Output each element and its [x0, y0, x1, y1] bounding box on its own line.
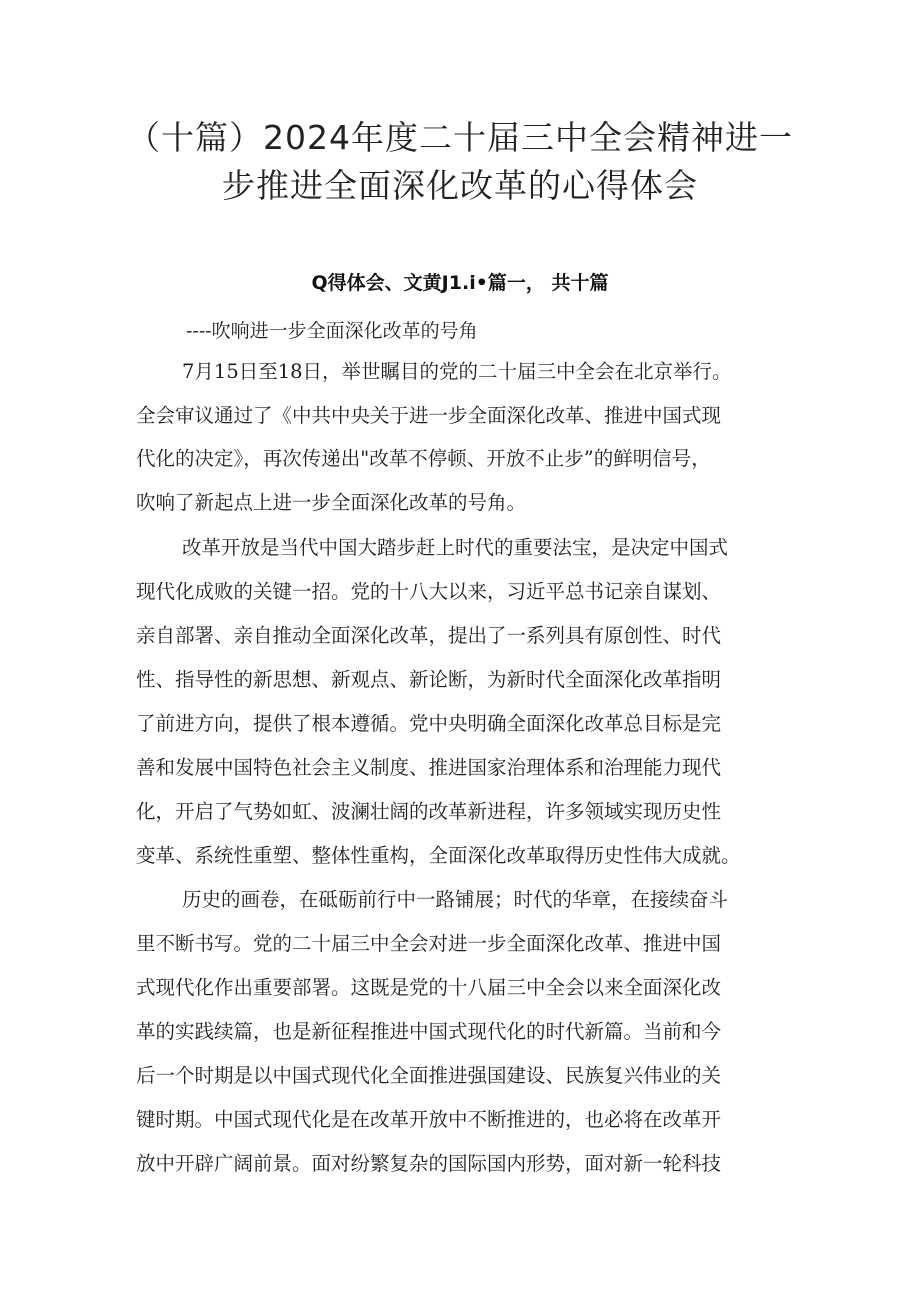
document-subtitle: Q得体会、文黄J1.i•篇一， 共十篇	[311, 272, 609, 294]
body-text-line: 变革、系统性重塑、整体性重构，全面深化改革取得历史性伟大成就。	[136, 844, 741, 867]
body-text-line: 善和发展中国特色社会主义制度、推进国家治理体系和治理能力现代	[136, 756, 722, 779]
body-text-line: 全会审议通过了《中共中央关于进一步全面深化改革、推进中国式现	[136, 404, 722, 427]
body-text-line: 键时期。中国式现代化是在改革开放中不断推进的，也必将在改革开	[136, 1108, 722, 1131]
document-title-line-2: 步推进全面深化改革的心得体会	[222, 166, 698, 205]
document-title-line-1: （十篇）2024年度二十届三中全会精神进一	[127, 118, 793, 157]
body-text-line: 代化的决定》，再次传递出"改革不停顿、开放不止步”的鲜明信号，	[136, 447, 711, 470]
document-slogan: ----吹响进一步全面深化改革的号角	[186, 320, 478, 342]
body-text-line: 历史的画卷，在砥砺前行中一路铺展；时代的华章，在接续奋斗	[182, 888, 729, 911]
body-text-line: 7月15日至18日，举世瞩目的党的二十届三中全会在北京举行。	[182, 360, 732, 383]
body-text-line: 吹响了新起点上进一步全面深化改革的号角。	[136, 491, 527, 514]
body-text-line: 后一个时期是以中国式现代化全面推进强国建设、民族复兴伟业的关	[136, 1064, 722, 1087]
body-text-line: 了前进方向，提供了根本遵循。党中央明确全面深化改革总目标是完	[136, 712, 722, 735]
body-text-line: 放中开辟广阔前景。面对纷繁复杂的国际国内形势，面对新一轮科技	[136, 1152, 722, 1175]
body-text-line: 革的实践续篇，也是新征程推进中国式现代化的时代新篇。当前和今	[136, 1020, 722, 1043]
body-text-line: 现代化成败的关键一招。党的十八大以来，习近平总书记亲自谋划、	[136, 580, 722, 603]
body-text-line: 化，开启了气势如虹、波澜壮阔的改革新进程，许多领域实现历史性	[136, 800, 722, 823]
body-text-line: 改革开放是当代中国大踏步赶上时代的重要法宝，是决定中国式	[182, 536, 729, 559]
body-text-line: 式现代化作出重要部署。这既是党的十八届三中全会以来全面深化改	[136, 976, 722, 999]
body-text-line: 性、指导性的新思想、新观点、新论断，为新时代全面深化改革指明	[136, 668, 722, 691]
body-text-line: 亲自部署、亲自推动全面深化改革，提出了一系列具有原创性、时代	[136, 624, 722, 647]
body-text-line: 里不断书写。党的二十届三中全会对进一步全面深化改革、推进中国	[136, 932, 722, 955]
